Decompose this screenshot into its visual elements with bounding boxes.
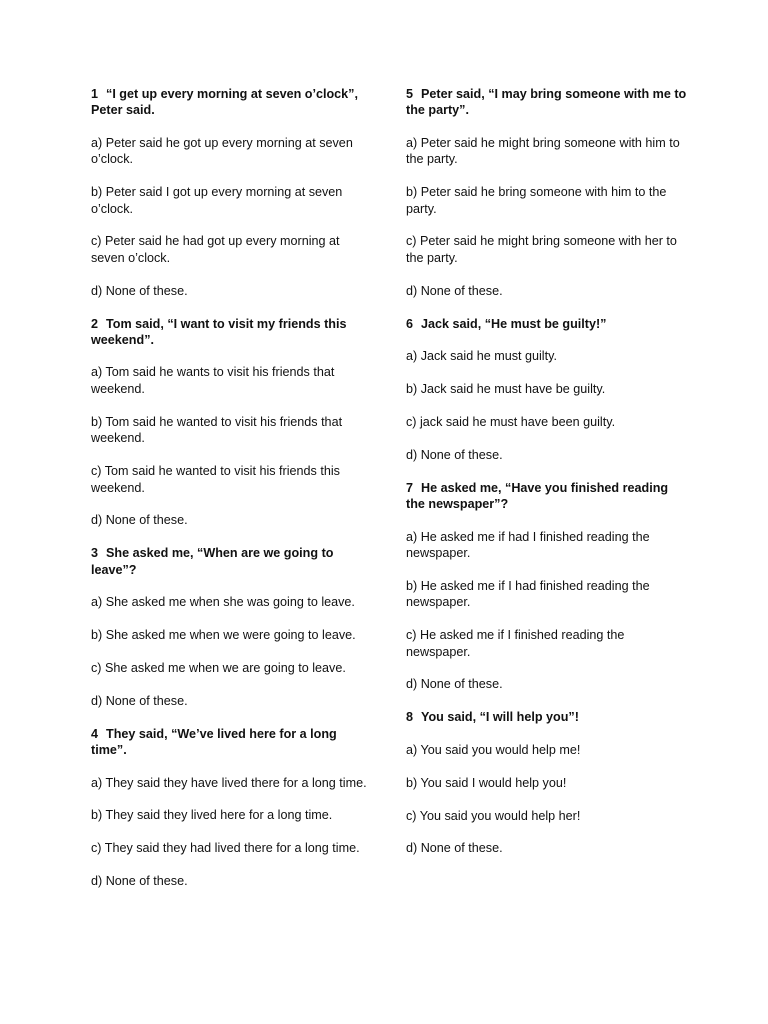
option-a: a) Jack said he must guilty. <box>406 349 557 364</box>
option-c: c) You said you would help her! <box>406 808 581 823</box>
question-6 <box>406 316 688 464</box>
option-c: c) They said they had lived there for a long time. <box>91 841 360 856</box>
option-d: d) None of these. <box>406 447 503 462</box>
question-prompt: Jack said, “He must be guilty!” <box>421 316 607 331</box>
question-2 <box>91 316 373 529</box>
question-number: 4 <box>91 726 99 741</box>
option-b: b) Tom said he wanted to visit his friends that weekend. <box>91 414 343 446</box>
option-d: d) None of these. <box>406 677 503 692</box>
question-number: 6 <box>406 316 414 331</box>
option-d: d) None of these. <box>406 283 503 298</box>
question-number: 2 <box>91 316 99 331</box>
question-prompt: Tom said, “I want to visit my friends this weekend”. <box>91 316 347 348</box>
question-1 <box>91 86 373 299</box>
option-a: a) She asked me when she was going to leave. <box>91 595 355 610</box>
option-b: b) He asked me if I had finished reading the newspaper. <box>406 578 650 610</box>
question-number: 1 <box>91 87 99 101</box>
question-number: 8 <box>406 710 414 725</box>
question-7 <box>406 480 688 693</box>
question-number: 5 <box>406 87 414 101</box>
question-prompt: You said, “I will help you”! <box>421 710 579 725</box>
question-4-title <box>91 726 373 759</box>
option-b: b) They said they lived here for a long time. <box>91 808 333 823</box>
question-prompt: He asked me, “Have you finished reading the newspaper”? <box>406 480 669 512</box>
option-a: a) You said you would help me! <box>406 742 581 757</box>
question-8-title <box>406 709 688 725</box>
option-c: c) He asked me if I finished reading the newspaper. <box>406 628 625 659</box>
option-c: c) Peter said he might bring someone with her to the party. <box>406 234 677 265</box>
question-7-title <box>406 480 688 513</box>
question-number: 7 <box>406 480 414 495</box>
question-3 <box>91 545 373 709</box>
option-c: c) Peter said he had got up every morning at seven o’clock. <box>91 234 340 265</box>
option-b: b) Peter said he bring someone with him to the party. <box>406 185 667 216</box>
question-5-title <box>406 86 688 119</box>
question-5 <box>406 86 688 299</box>
option-b: b) You said I would help you! <box>406 775 567 790</box>
option-d: d) None of these. <box>91 283 188 298</box>
option-d: d) None of these. <box>406 841 503 856</box>
left-column <box>91 86 373 906</box>
option-c: c) She asked me when we are going to leave. <box>91 660 346 675</box>
right-column <box>406 86 688 873</box>
question-prompt: She asked me, “When are we going to leave”? <box>91 546 334 577</box>
question-6-title <box>406 316 688 332</box>
question-8 <box>406 709 688 857</box>
option-b: b) She asked me when we were going to leave. <box>91 628 356 643</box>
question-1-title <box>91 86 373 119</box>
question-prompt: They said, “We’ve lived here for a long time”. <box>91 726 337 758</box>
option-c: c) Tom said he wanted to visit his friends this weekend. <box>91 464 340 495</box>
question-prompt: Peter said, “I may bring someone with me to the party”. <box>406 87 687 118</box>
question-2-title <box>91 316 373 349</box>
question-number: 3 <box>91 546 99 561</box>
option-a: a) Peter said he might bring someone with him to the party. <box>406 135 680 167</box>
option-b: b) Jack said he must have be guilty. <box>406 381 606 396</box>
option-d: d) None of these. <box>91 513 188 528</box>
option-a: a) He asked me if had I finished reading the newspaper. <box>406 529 650 560</box>
option-d: d) None of these. <box>91 874 188 889</box>
question-3-title <box>91 545 373 578</box>
option-c: c) jack said he must have been guilty. <box>406 414 616 429</box>
option-a: a) Peter said he got up every morning at seven o’clock. <box>91 135 353 167</box>
option-d: d) None of these. <box>91 693 188 708</box>
option-a: a) Tom said he wants to visit his friends that weekend. <box>91 365 335 396</box>
option-b: b) Peter said I got up every morning at seven o’clock. <box>91 185 343 216</box>
question-4 <box>91 726 373 890</box>
option-a: a) They said they have lived there for a long time. <box>91 775 367 790</box>
question-prompt: “I get up every morning at seven o’clock”, Peter said. <box>91 87 358 118</box>
